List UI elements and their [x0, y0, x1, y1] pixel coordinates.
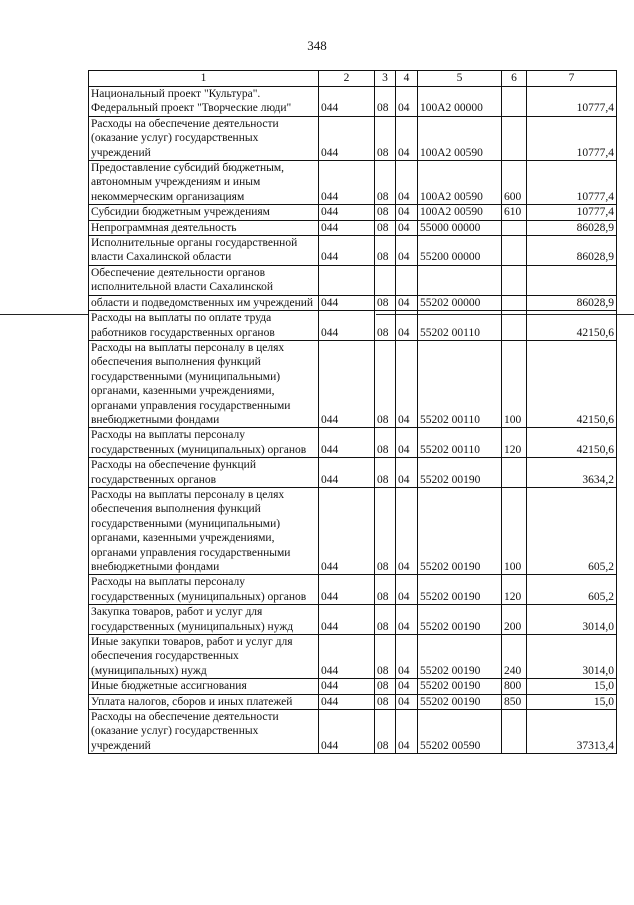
cell-subsection: 04	[396, 236, 418, 266]
table-row	[89, 428, 617, 458]
cell-amount: 42150,6	[527, 428, 617, 458]
cell-expense-type	[502, 311, 527, 341]
cell-target-article: 100А2 00590	[418, 205, 502, 220]
cell-expense-type	[502, 458, 527, 488]
cell-ministry-code: 044	[319, 161, 375, 205]
cell-expense-type	[502, 87, 527, 117]
cell-ministry-code	[319, 265, 375, 295]
cell-subsection: 04	[396, 679, 418, 694]
table-row	[89, 161, 617, 205]
cell-section: 08	[375, 295, 396, 310]
cell-subsection: 04	[396, 205, 418, 220]
cell-ministry-code: 044	[319, 116, 375, 160]
cell-ministry-code: 044	[319, 605, 375, 635]
cell-amount: 15,0	[527, 694, 617, 709]
cell-ministry-code: 044	[319, 635, 375, 679]
cell-name: Иные закупки товаров, работ и услуг для обеспечения государственных (муниципальных) нужд	[89, 635, 319, 679]
cell-target-article: 55202 00190	[418, 575, 502, 605]
table-row	[89, 635, 617, 679]
cell-subsection: 04	[396, 428, 418, 458]
cell-section: 08	[375, 116, 396, 160]
table-row	[89, 265, 617, 295]
cell-target-article: 55202 00110	[418, 428, 502, 458]
cell-target-article: 55202 00110	[418, 311, 502, 341]
cell-name: Расходы на выплаты персоналу в целях обеспечения выполнения функций государственными (муниципальными) органами, казенными учреждениями, органами управления государственными внебюджетными фондами	[89, 340, 319, 427]
cell-amount: 3634,2	[527, 458, 617, 488]
cell-subsection: 04	[396, 340, 418, 427]
cell-subsection: 04	[396, 710, 418, 754]
table-row	[89, 311, 617, 341]
cell-amount: 3014,0	[527, 635, 617, 679]
page-fold-line-left	[0, 314, 88, 315]
cell-name: Иные бюджетные ассигнования	[89, 679, 319, 694]
cell-section: 08	[375, 694, 396, 709]
table-row	[89, 458, 617, 488]
table-row	[89, 575, 617, 605]
cell-target-article: 55202 00190	[418, 635, 502, 679]
table-row	[89, 116, 617, 160]
budget-table	[88, 70, 617, 754]
cell-ministry-code: 044	[319, 694, 375, 709]
cell-ministry-code: 044	[319, 575, 375, 605]
cell-section: 08	[375, 87, 396, 117]
cell-expense-type: 600	[502, 161, 527, 205]
cell-amount: 10777,4	[527, 87, 617, 117]
table-body	[89, 87, 617, 754]
cell-amount: 605,2	[527, 487, 617, 574]
cell-target-article: 55202 00000	[418, 295, 502, 310]
cell-ministry-code: 044	[319, 710, 375, 754]
cell-target-article: 100А2 00000	[418, 87, 502, 117]
cell-ministry-code: 044	[319, 428, 375, 458]
header-col-2: 2	[319, 71, 375, 87]
cell-subsection: 04	[396, 635, 418, 679]
cell-name: области и подведомственных им учреждений	[89, 295, 319, 310]
cell-expense-type	[502, 116, 527, 160]
cell-name: Закупка товаров, работ и услуг для государственных (муниципальных) нужд	[89, 605, 319, 635]
cell-ministry-code: 044	[319, 205, 375, 220]
cell-amount: 37313,4	[527, 710, 617, 754]
header-col-6: 6	[502, 71, 527, 87]
cell-section: 08	[375, 679, 396, 694]
cell-ministry-code: 044	[319, 340, 375, 427]
cell-name: Расходы на обеспечение функций государственных органов	[89, 458, 319, 488]
cell-section: 08	[375, 340, 396, 427]
cell-target-article: 55202 00190	[418, 458, 502, 488]
cell-name: Обеспечение деятельности органов исполнительной власти Сахалинской	[89, 265, 319, 295]
table-row	[89, 295, 617, 310]
cell-expense-type: 120	[502, 428, 527, 458]
table-row	[89, 605, 617, 635]
cell-expense-type	[502, 220, 527, 235]
cell-expense-type	[502, 236, 527, 266]
cell-subsection: 04	[396, 87, 418, 117]
header-col-5: 5	[418, 71, 502, 87]
cell-section: 08	[375, 161, 396, 205]
cell-name: Расходы на выплаты персоналу государственных (муниципальных) органов	[89, 428, 319, 458]
cell-target-article: 55202 00190	[418, 679, 502, 694]
cell-amount: 86028,9	[527, 295, 617, 310]
cell-expense-type: 120	[502, 575, 527, 605]
cell-subsection: 04	[396, 220, 418, 235]
page-number: 348	[307, 38, 327, 53]
cell-target-article: 100А2 00590	[418, 161, 502, 205]
cell-subsection: 04	[396, 116, 418, 160]
table-row	[89, 710, 617, 754]
cell-ministry-code: 044	[319, 236, 375, 266]
cell-name: Расходы на обеспечение деятельности (оказание услуг) государственных учреждений	[89, 710, 319, 754]
cell-amount: 10777,4	[527, 116, 617, 160]
cell-ministry-code: 044	[319, 87, 375, 117]
cell-target-article: 55202 00190	[418, 605, 502, 635]
cell-section: 08	[375, 236, 396, 266]
cell-ministry-code: 044	[319, 458, 375, 488]
cell-expense-type: 100	[502, 340, 527, 427]
cell-expense-type: 850	[502, 694, 527, 709]
cell-expense-type: 100	[502, 487, 527, 574]
table-row	[89, 679, 617, 694]
cell-ministry-code: 044	[319, 295, 375, 310]
cell-expense-type: 200	[502, 605, 527, 635]
cell-section: 08	[375, 428, 396, 458]
cell-section: 08	[375, 311, 396, 341]
cell-name: Расходы на выплаты персоналу государственных (муниципальных) органов	[89, 575, 319, 605]
cell-expense-type	[502, 265, 527, 295]
cell-name: Расходы на выплаты персоналу в целях обеспечения выполнения функций государственными (муниципальными) органами, казенными учреждениями, органами управления государственными внебюджетными фондами	[89, 487, 319, 574]
header-col-4: 4	[396, 71, 418, 87]
cell-section: 08	[375, 710, 396, 754]
cell-name: Расходы на выплаты по оплате труда работников государственных органов	[89, 311, 319, 341]
cell-name: Исполнительные органы государственной власти Сахалинской области	[89, 236, 319, 266]
cell-section: 08	[375, 605, 396, 635]
cell-expense-type	[502, 710, 527, 754]
cell-ministry-code: 044	[319, 220, 375, 235]
table-row	[89, 487, 617, 574]
cell-amount: 15,0	[527, 679, 617, 694]
cell-expense-type	[502, 295, 527, 310]
table-header-row	[89, 71, 617, 87]
cell-section: 08	[375, 458, 396, 488]
cell-amount	[527, 265, 617, 295]
cell-subsection: 04	[396, 694, 418, 709]
cell-section: 08	[375, 487, 396, 574]
cell-section: 08	[375, 205, 396, 220]
cell-section: 08	[375, 220, 396, 235]
cell-subsection: 04	[396, 295, 418, 310]
cell-expense-type: 610	[502, 205, 527, 220]
cell-target-article: 55202 00110	[418, 340, 502, 427]
cell-subsection: 04	[396, 161, 418, 205]
cell-amount: 42150,6	[527, 311, 617, 341]
cell-ministry-code: 044	[319, 679, 375, 694]
cell-subsection: 04	[396, 487, 418, 574]
table-row	[89, 694, 617, 709]
cell-expense-type: 800	[502, 679, 527, 694]
cell-subsection	[396, 265, 418, 295]
cell-ministry-code: 044	[319, 487, 375, 574]
cell-subsection: 04	[396, 458, 418, 488]
header-col-7: 7	[527, 71, 617, 87]
header-col-1: 1	[89, 71, 319, 87]
cell-name: Непрограммная деятельность	[89, 220, 319, 235]
cell-subsection: 04	[396, 575, 418, 605]
table-row	[89, 340, 617, 427]
cell-amount: 3014,0	[527, 605, 617, 635]
cell-target-article: 55202 00190	[418, 694, 502, 709]
cell-name: Расходы на обеспечение деятельности (оказание услуг) государственных учреждений	[89, 116, 319, 160]
header-col-3: 3	[375, 71, 396, 87]
cell-subsection: 04	[396, 311, 418, 341]
table-row	[89, 220, 617, 235]
table-row	[89, 87, 617, 117]
cell-amount: 605,2	[527, 575, 617, 605]
cell-target-article: 55200 00000	[418, 236, 502, 266]
cell-section: 08	[375, 575, 396, 605]
cell-target-article: 55202 00190	[418, 487, 502, 574]
cell-section	[375, 265, 396, 295]
cell-subsection: 04	[396, 605, 418, 635]
cell-amount: 42150,6	[527, 340, 617, 427]
cell-target-article: 55000 00000	[418, 220, 502, 235]
cell-expense-type: 240	[502, 635, 527, 679]
cell-name: Уплата налогов, сборов и иных платежей	[89, 694, 319, 709]
cell-name: Предоставление субсидий бюджетным, автономным учреждениям и иным некоммерческим организациям	[89, 161, 319, 205]
cell-amount: 10777,4	[527, 161, 617, 205]
table-row	[89, 205, 617, 220]
cell-target-article: 55202 00590	[418, 710, 502, 754]
table-row	[89, 236, 617, 266]
cell-amount: 86028,9	[527, 236, 617, 266]
cell-target-article: 100А2 00590	[418, 116, 502, 160]
cell-name: Субсидии бюджетным учреждениям	[89, 205, 319, 220]
cell-target-article	[418, 265, 502, 295]
cell-amount: 86028,9	[527, 220, 617, 235]
cell-ministry-code: 044	[319, 311, 375, 341]
cell-section: 08	[375, 635, 396, 679]
cell-name: Национальный проект "Культура". Федеральный проект "Творческие люди"	[89, 87, 319, 117]
cell-amount: 10777,4	[527, 205, 617, 220]
